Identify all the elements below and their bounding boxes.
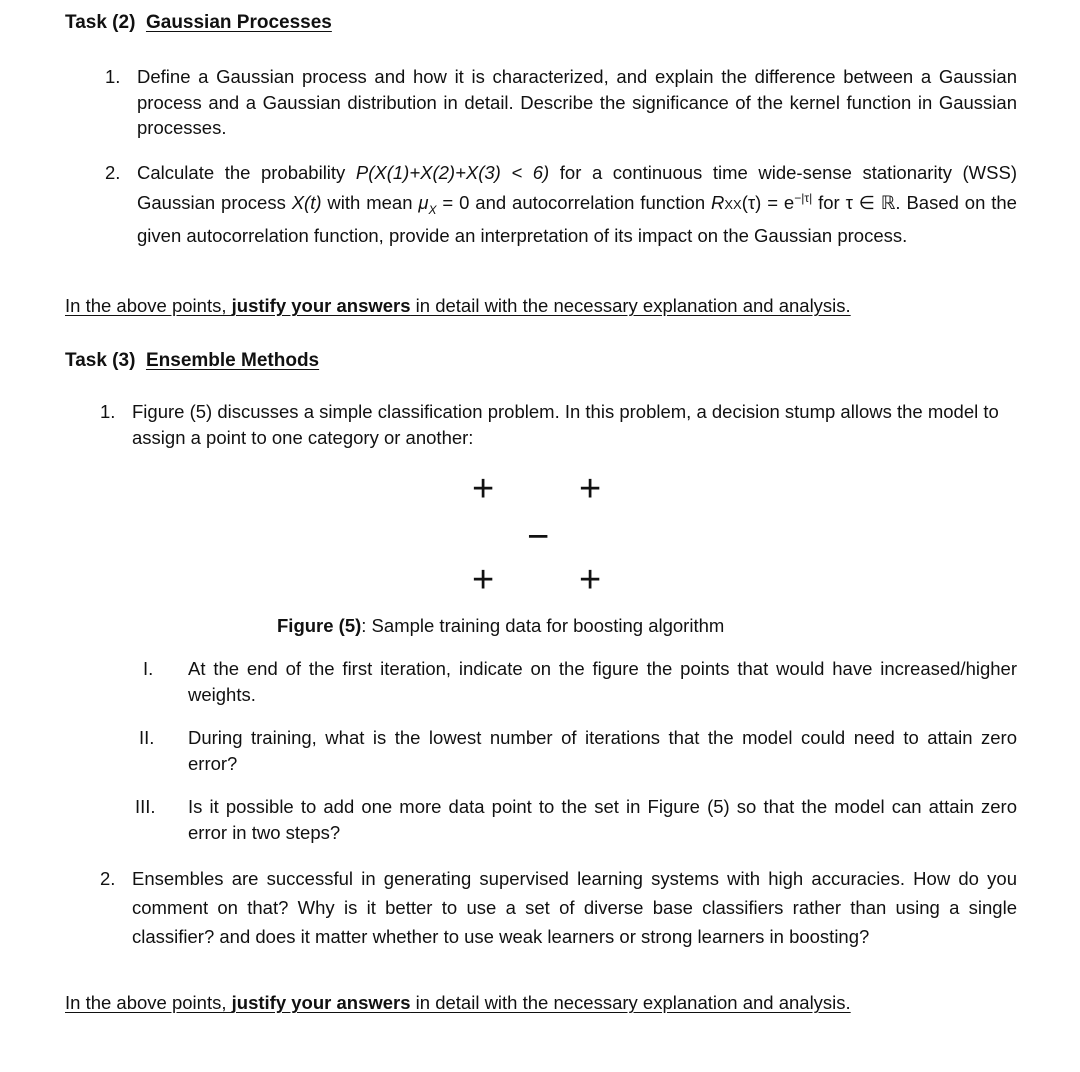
item-number: 1. bbox=[100, 401, 116, 422]
plus-point: + bbox=[579, 559, 602, 601]
plus-point: + bbox=[472, 468, 495, 510]
item-number: 2. bbox=[105, 162, 121, 183]
text: Calculate the probability bbox=[137, 162, 356, 183]
item-number: 1. bbox=[105, 66, 121, 87]
subitem-II bbox=[139, 725, 1017, 776]
math-sup: −|τ| bbox=[794, 190, 813, 205]
item-number: 2. bbox=[100, 868, 116, 889]
item-number: II. bbox=[139, 727, 155, 748]
task2-note bbox=[65, 293, 851, 319]
task2-item-2 bbox=[105, 160, 1017, 248]
task3-heading bbox=[65, 350, 319, 372]
text: in detail with the necessary explanation and analysis. bbox=[410, 992, 851, 1013]
text: (τ) = e bbox=[741, 191, 795, 213]
task-title: Gaussian Processes bbox=[145, 12, 332, 33]
plus-point: + bbox=[579, 468, 602, 510]
subitem-I bbox=[143, 656, 1017, 707]
text: = 0 and autocorrelation function bbox=[436, 191, 711, 213]
minus-point: − bbox=[527, 516, 550, 558]
task3-item-1 bbox=[100, 399, 1017, 450]
task3-item-2 bbox=[100, 864, 1017, 951]
task-label: Task (2) bbox=[65, 12, 136, 33]
plus-point: + bbox=[472, 559, 495, 601]
task-title: Ensemble Methods bbox=[145, 350, 320, 371]
task-label: Task (3) bbox=[65, 350, 136, 371]
task3-note bbox=[65, 990, 851, 1016]
math: μ bbox=[418, 191, 429, 213]
text: for τ ∈ ℝ. Based on the given autocorrelation function, provide an interpretation of its impact on the Gaussian process. bbox=[137, 191, 1017, 246]
item-text: Ensembles are successful in generating supervised learning systems with high accuracies. How do you comment on that? Why is it better to use a set of diverse base classifiers rather than using a single classifier? and does it matter whether to use weak learners or strong learners in boosting? bbox=[132, 868, 1017, 947]
task2-item-1 bbox=[105, 64, 1017, 141]
text: with mean bbox=[321, 191, 419, 213]
subitem-III bbox=[135, 794, 1017, 845]
item-text: Figure (5) discusses a simple classification problem. In this problem, a decision stump allows the model to assign a point to one category or another: bbox=[132, 401, 999, 448]
figure-caption bbox=[277, 613, 724, 639]
text: In the above points, bbox=[65, 295, 232, 316]
text: in detail with the necessary explanation and analysis. bbox=[410, 295, 851, 316]
task2-heading bbox=[65, 12, 332, 34]
item-text: Is it possible to add one more data point to the set in Figure (5) so that the model can attain zero error in two steps? bbox=[188, 796, 1017, 843]
text: for a continuous time wide-sense stationarity (WSS) Gaussian process bbox=[137, 162, 1017, 213]
item-text: Define a Gaussian process and how it is characterized, and explain the difference between a Gaussian process and a Gaussian distribution in detail. Describe the significance of the kernel function in Gaussian processes. bbox=[137, 66, 1017, 138]
text: In the above points, bbox=[65, 992, 232, 1013]
math-sub: X bbox=[428, 202, 437, 217]
math: P(X(1)+X(2)+X(3) < 6) bbox=[355, 162, 550, 183]
caption-label: Figure (5) bbox=[277, 615, 362, 636]
text: justify your answers bbox=[231, 295, 411, 316]
item-number: III. bbox=[135, 796, 156, 817]
item-text: During training, what is the lowest number of iterations that the model could need to attain zero error? bbox=[188, 727, 1017, 774]
item-text: At the end of the first iteration, indicate on the figure the points that would have increased/higher weights. bbox=[188, 658, 1017, 705]
item-number: I. bbox=[143, 658, 154, 679]
caption-text: : Sample training data for boosting algorithm bbox=[361, 615, 725, 636]
item-text bbox=[137, 160, 1017, 248]
math: X(t) bbox=[291, 191, 322, 213]
math-sub: XX bbox=[724, 196, 742, 212]
math: R bbox=[711, 191, 725, 213]
text: justify your answers bbox=[231, 992, 411, 1013]
